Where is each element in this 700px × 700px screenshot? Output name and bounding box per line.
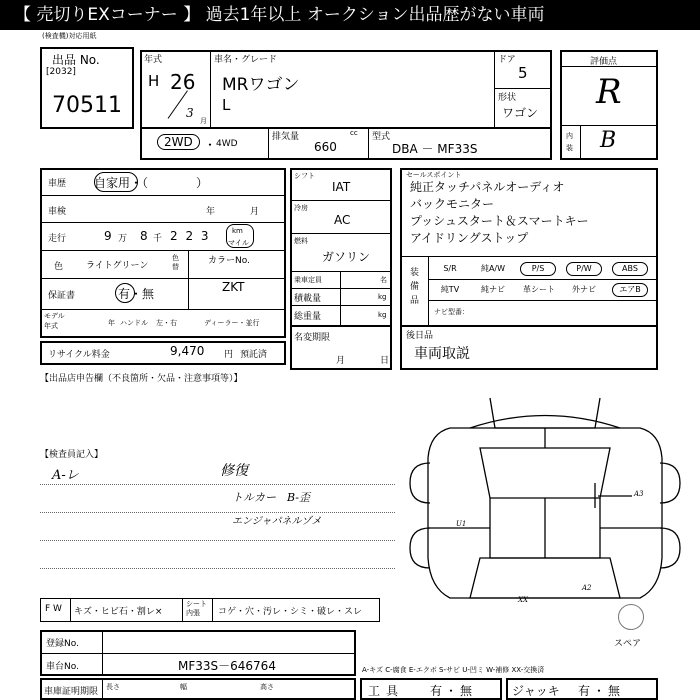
fuel-value: ガソリン — [322, 250, 371, 264]
inspector-note-1: A-レ — [52, 468, 79, 483]
jack-value: 有・無 — [578, 684, 624, 698]
form-subtitle: (検査機)対応用紙 — [42, 32, 97, 40]
navi-model-label: ナビ型番： — [434, 308, 469, 316]
tools-label: 工具 — [368, 684, 405, 698]
name-change-label: 名変期限 — [294, 333, 331, 343]
ac-value: AC — [334, 213, 351, 227]
color-change-label: 色替 — [172, 254, 179, 271]
equip-navi: 純ナビ — [481, 285, 505, 294]
shift-value: IAT — [332, 180, 351, 194]
model-year-label2: 年式 — [44, 322, 58, 330]
recycle-unit: 円 — [224, 350, 234, 360]
body-type-label: 形状 — [498, 93, 517, 103]
grade-label: 評価点 — [590, 57, 618, 67]
shift-label: シフト — [294, 172, 315, 180]
displacement-value: 660 — [314, 140, 337, 154]
tools-value: 有・無 — [430, 684, 476, 698]
color-value: ライトグリーン — [86, 261, 149, 271]
lot-label: 出品 No. — [52, 53, 100, 67]
mileage-unit-mile: マイル — [228, 239, 249, 247]
name-change-unit2: 日 — [380, 356, 390, 366]
model-grade: L — [222, 96, 231, 114]
inspector-note-3: トルカー B-歪 — [232, 491, 311, 504]
mileage-unit-km: km — [232, 227, 243, 235]
inspector-note-4: エンジャパネルゾメ — [232, 516, 322, 527]
recycle-label: リサイクル料金 — [48, 350, 110, 360]
equip-pw: P/W — [566, 262, 602, 276]
chassis-label: 車台No. — [46, 662, 79, 672]
displacement-unit: cc — [350, 129, 358, 137]
inspection-label: 車検 — [48, 207, 67, 217]
model-label: 車名・グレード — [214, 55, 278, 65]
load-unit: kg — [378, 293, 387, 301]
reg-no-label: 登録No. — [46, 639, 79, 649]
diagram-mark-xx: XX — [518, 596, 528, 604]
year-month-unit: 月 — [200, 117, 207, 125]
capacity-unit: 名 — [380, 276, 387, 284]
diagram-mark-a2: A2 — [582, 584, 592, 592]
equip-tv: 純TV — [440, 285, 460, 294]
color-label: 色 — [54, 262, 64, 272]
equip-airbag: エアB — [612, 283, 648, 297]
model-year-dealer: ディーラー・並行 — [204, 319, 260, 327]
lot-number: 70511 — [52, 93, 122, 118]
load-label: 積載量 — [294, 294, 322, 304]
chassis-value: MF33S－646764 — [178, 659, 276, 673]
doors-value: 5 — [518, 64, 528, 82]
drive-2wd: 2WD — [157, 134, 200, 150]
spare-label: スペア — [614, 639, 642, 649]
year-month: 3 — [186, 106, 194, 120]
inspector-note-2: 修復 — [220, 463, 248, 479]
displacement-label: 排気量 — [272, 132, 300, 142]
interior-label: 内装 — [566, 132, 573, 152]
drive-4wd: 4WD — [216, 139, 238, 149]
fuel-label: 燃料 — [294, 237, 308, 245]
equip-aw: 純A/W — [480, 264, 506, 273]
sales-points-label: セールスポイント — [406, 171, 462, 179]
year-value: 26 — [170, 70, 196, 94]
sales-point-item: プッシュスタート＆スマートキー — [410, 214, 589, 228]
name-change-unit: 月 — [336, 356, 346, 366]
equip-ext-navi: 外ナビ — [572, 285, 596, 294]
lot-box — [40, 47, 134, 129]
recycle-value: 9,470 — [170, 344, 205, 358]
docs-value: 車両取説 — [414, 346, 470, 362]
year-era: H — [148, 72, 160, 90]
cert-width: 幅 — [180, 683, 187, 691]
mileage-digits: 2 2 3 — [170, 229, 211, 243]
equip-abs: ABS — [612, 262, 648, 276]
equip-leather: 革シート — [523, 285, 555, 294]
equip-sr: S/R — [443, 264, 457, 273]
damage-legend: A-キズ C-腐食 E-エクボ S-サビ U-凹ミ W-補修 XX-交換済 — [362, 666, 545, 674]
model-year-handle: ハンドル — [120, 319, 148, 327]
color-no-label: カラーNo. — [208, 256, 250, 266]
weight-label: 総重量 — [294, 312, 322, 322]
seat-label: シート内張 — [186, 600, 207, 617]
cert-label: 車庫証明期限 — [44, 687, 99, 697]
lot-tag: [2032] — [46, 67, 76, 77]
mileage-sen-unit: 千 — [153, 234, 163, 244]
model-year-y: 年 — [108, 319, 115, 327]
spare-icon — [618, 604, 644, 630]
warranty-label: 保証書 — [48, 291, 76, 301]
jack-label: ジャッキ — [512, 684, 560, 698]
sales-point-item: アイドリングストップ — [410, 231, 529, 245]
type-code-label: 型式 — [372, 132, 391, 142]
history-label: 車歴 — [48, 179, 67, 189]
grade-value: R — [596, 72, 622, 112]
cert-length: 長さ — [106, 683, 120, 691]
body-type-value: ワゴン — [502, 106, 539, 120]
model-name: MRワゴン — [222, 75, 300, 95]
inspection-year: 年 — [206, 207, 216, 217]
color-no-value: ZKT — [222, 280, 245, 294]
mileage-sen: 8 — [140, 229, 148, 243]
seat-items: コゲ・穴・汚レ・シミ・破レ・スレ — [218, 607, 363, 617]
interior-value: B — [600, 128, 617, 153]
diagram-mark-u1: U1 — [456, 520, 467, 528]
mileage-label: 走行 — [48, 234, 67, 244]
fw-label: F W — [45, 604, 62, 614]
weight-unit: kg — [378, 311, 387, 319]
inspector-label: 【検査員記入】 — [40, 450, 104, 460]
capacity-label: 乗車定員 — [294, 276, 322, 284]
model-year-label1: モデル — [44, 312, 65, 320]
diagram-mark-a3: A3 — [634, 490, 644, 498]
cert-height: 高さ — [260, 683, 274, 691]
docs-label: 後日品 — [406, 331, 434, 341]
ac-label: 冷房 — [294, 204, 308, 212]
model-year-lr: 左・右 — [156, 319, 177, 327]
sales-point-item: バックモニター — [410, 197, 495, 211]
year-label: 年式 — [144, 55, 163, 65]
declaration: 【出品店申告欄（不良箇所・欠品・注意事項等）】 — [40, 374, 243, 384]
type-code-value: DBA － MF33S — [392, 142, 478, 156]
top-row — [140, 50, 552, 160]
sales-point-item: 純正タッチパネルオーディオ — [410, 180, 565, 194]
doors-label: ドア — [498, 55, 516, 65]
damage-diagram — [400, 388, 690, 616]
history-value: 自家用・（ ） — [94, 176, 209, 190]
inspection-month: 月 — [250, 207, 260, 217]
equipment-label: 装備品 — [410, 268, 420, 306]
warranty-value: 有・無 — [118, 287, 155, 301]
mileage-man: 9 — [104, 229, 112, 243]
sales-points-list — [410, 179, 589, 247]
mileage-man-unit: 万 — [118, 234, 128, 244]
recycle-note: 預託済 — [240, 350, 268, 360]
banner: 【 売切りEXコーナー 】 過去1年以上 オークション出品歴がない車両 — [0, 0, 700, 30]
equip-ps: P/S — [520, 262, 556, 276]
fw-items: キズ・ヒビ石・割レ× — [74, 607, 163, 617]
